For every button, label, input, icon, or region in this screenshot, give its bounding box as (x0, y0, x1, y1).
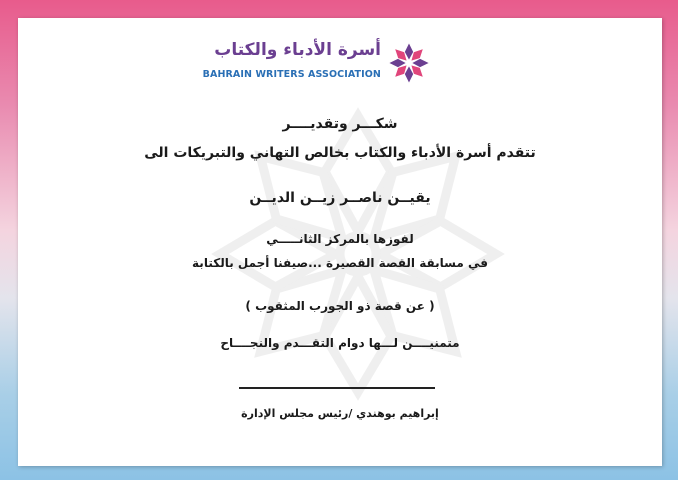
certificate-intro: تتقدم أسرة الأدباء والكتاب بخالص التهاني والتبريكات الى (144, 145, 536, 161)
competition-name: في مسابقة القصة القصيرة ...صيفنا أجمل بالكتابة (192, 256, 488, 270)
logo-arabic-name: أسرة الأدباء والكتاب (214, 40, 381, 60)
wishes-text: متمنيــــن لـــها دوام التقـــدم والنجــــاح (220, 336, 460, 350)
certificate-heading: شكـــر وتقديــــر (282, 116, 398, 132)
recipient-name: يقيــن ناصــر زيــن الديــن (249, 190, 431, 206)
story-title: ( عن قصة ذو الجورب المثقوب ) (245, 299, 435, 313)
flower-logo-icon (386, 40, 432, 86)
logo-english-name: BAHRAIN WRITERS ASSOCIATION (202, 69, 381, 80)
certificate-card (18, 18, 662, 466)
signature-line (239, 387, 435, 389)
association-logo (202, 38, 443, 90)
award-reason: لفوزها بالمركز الثانـــــي (266, 232, 414, 246)
signatory-name: إبراهيم بوهندي /رئيس مجلس الإدارة (241, 407, 439, 420)
